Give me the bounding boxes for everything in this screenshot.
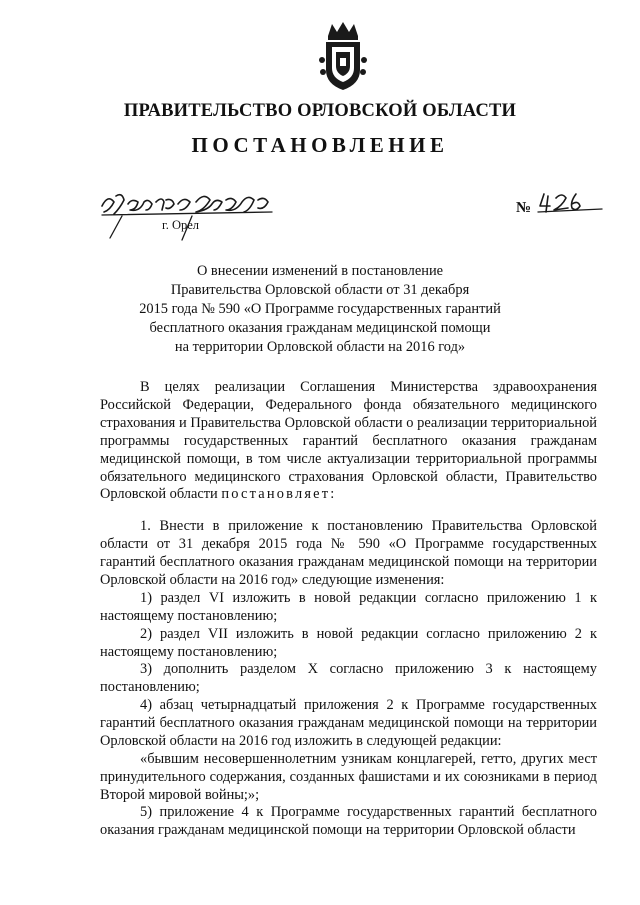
subitem-1: 1) раздел VI изложить в новой редакции согласно приложению 1 к настоящему постановлению; <box>100 590 597 624</box>
subject-line: Правительства Орловской области от 31 декабря <box>170 281 470 298</box>
subject-line: на территории Орловской области на 2016 год» <box>174 338 466 355</box>
preamble-colon: : <box>330 486 335 503</box>
subitem-2: 2) раздел VII изложить в новой редакции согласно приложению 2 к настоящему постановлению; <box>100 626 597 660</box>
city-label: г. Орел <box>162 218 200 232</box>
document-type-title: ПОСТАНОВЛЕНИЕ <box>191 133 449 157</box>
subitem-3: 3) дополнить разделом X согласно приложению 3 к настоящему постановлению; <box>100 661 597 695</box>
subitem-5: 5) приложение 4 к Программе государственных гарантий бесплатного оказания гражданам медицинской помощи на территории Орловской области <box>100 804 597 838</box>
handwritten-number <box>536 188 606 222</box>
document-number <box>516 188 606 222</box>
handwritten-date-signature <box>100 188 280 242</box>
subitem-4: 4) абзац четырнадцатый приложения 2 к Программе государственных гарантий бесплатного оказания гражданам медицинской помощи на территории Орловской области на 2016 год изложить в следующей редакции: <box>100 697 597 749</box>
subject-line: О внесении изменений в постановление <box>196 263 444 279</box>
quoted-text: «бывшим несовершеннолетним узникам концлагерей, гетто, других мест принудительного содержания, созданных фашистами и их союзниками в период Второй мировой войны;»; <box>100 751 597 803</box>
item-1-paragraph: 1. Внести в приложение к постановлению Правительства Орловской области от 31 декабря 2015 года № 590 «О Программе государственных гарантий бесплатного оказания гражданам медицинской помощи на территории Орловской области на 2016 год» следующие изменения: <box>100 518 597 588</box>
government-title: ПРАВИТЕЛЬСТВО ОРЛОВСКОЙ ОБЛАСТИ <box>123 101 517 121</box>
subject-line: бесплатного оказания гражданам медицинской помощи <box>149 319 491 336</box>
preamble-text: В целях реализации Соглашения Министерства здравоохранения Российской Федерации, Федерального фонда обязательного медицинского страхования и Правительства Орловской области о реализации территориальной программы государственных гарантий бесплатного оказания гражданам медицинской помощи, в том числе актуализации территориальной программы обязательного медицинского страхования Орловской области, Правительство Орловской области <box>100 379 597 503</box>
orel-oblast-coat-of-arms-icon <box>318 20 368 92</box>
preamble-paragraph <box>100 379 597 504</box>
resolution-subject <box>120 262 520 357</box>
subject-line: 2015 года № 590 «О Программе государственных гарантий <box>139 300 501 317</box>
number-label: № <box>516 200 532 216</box>
preamble-verb: постановляет <box>221 486 331 503</box>
